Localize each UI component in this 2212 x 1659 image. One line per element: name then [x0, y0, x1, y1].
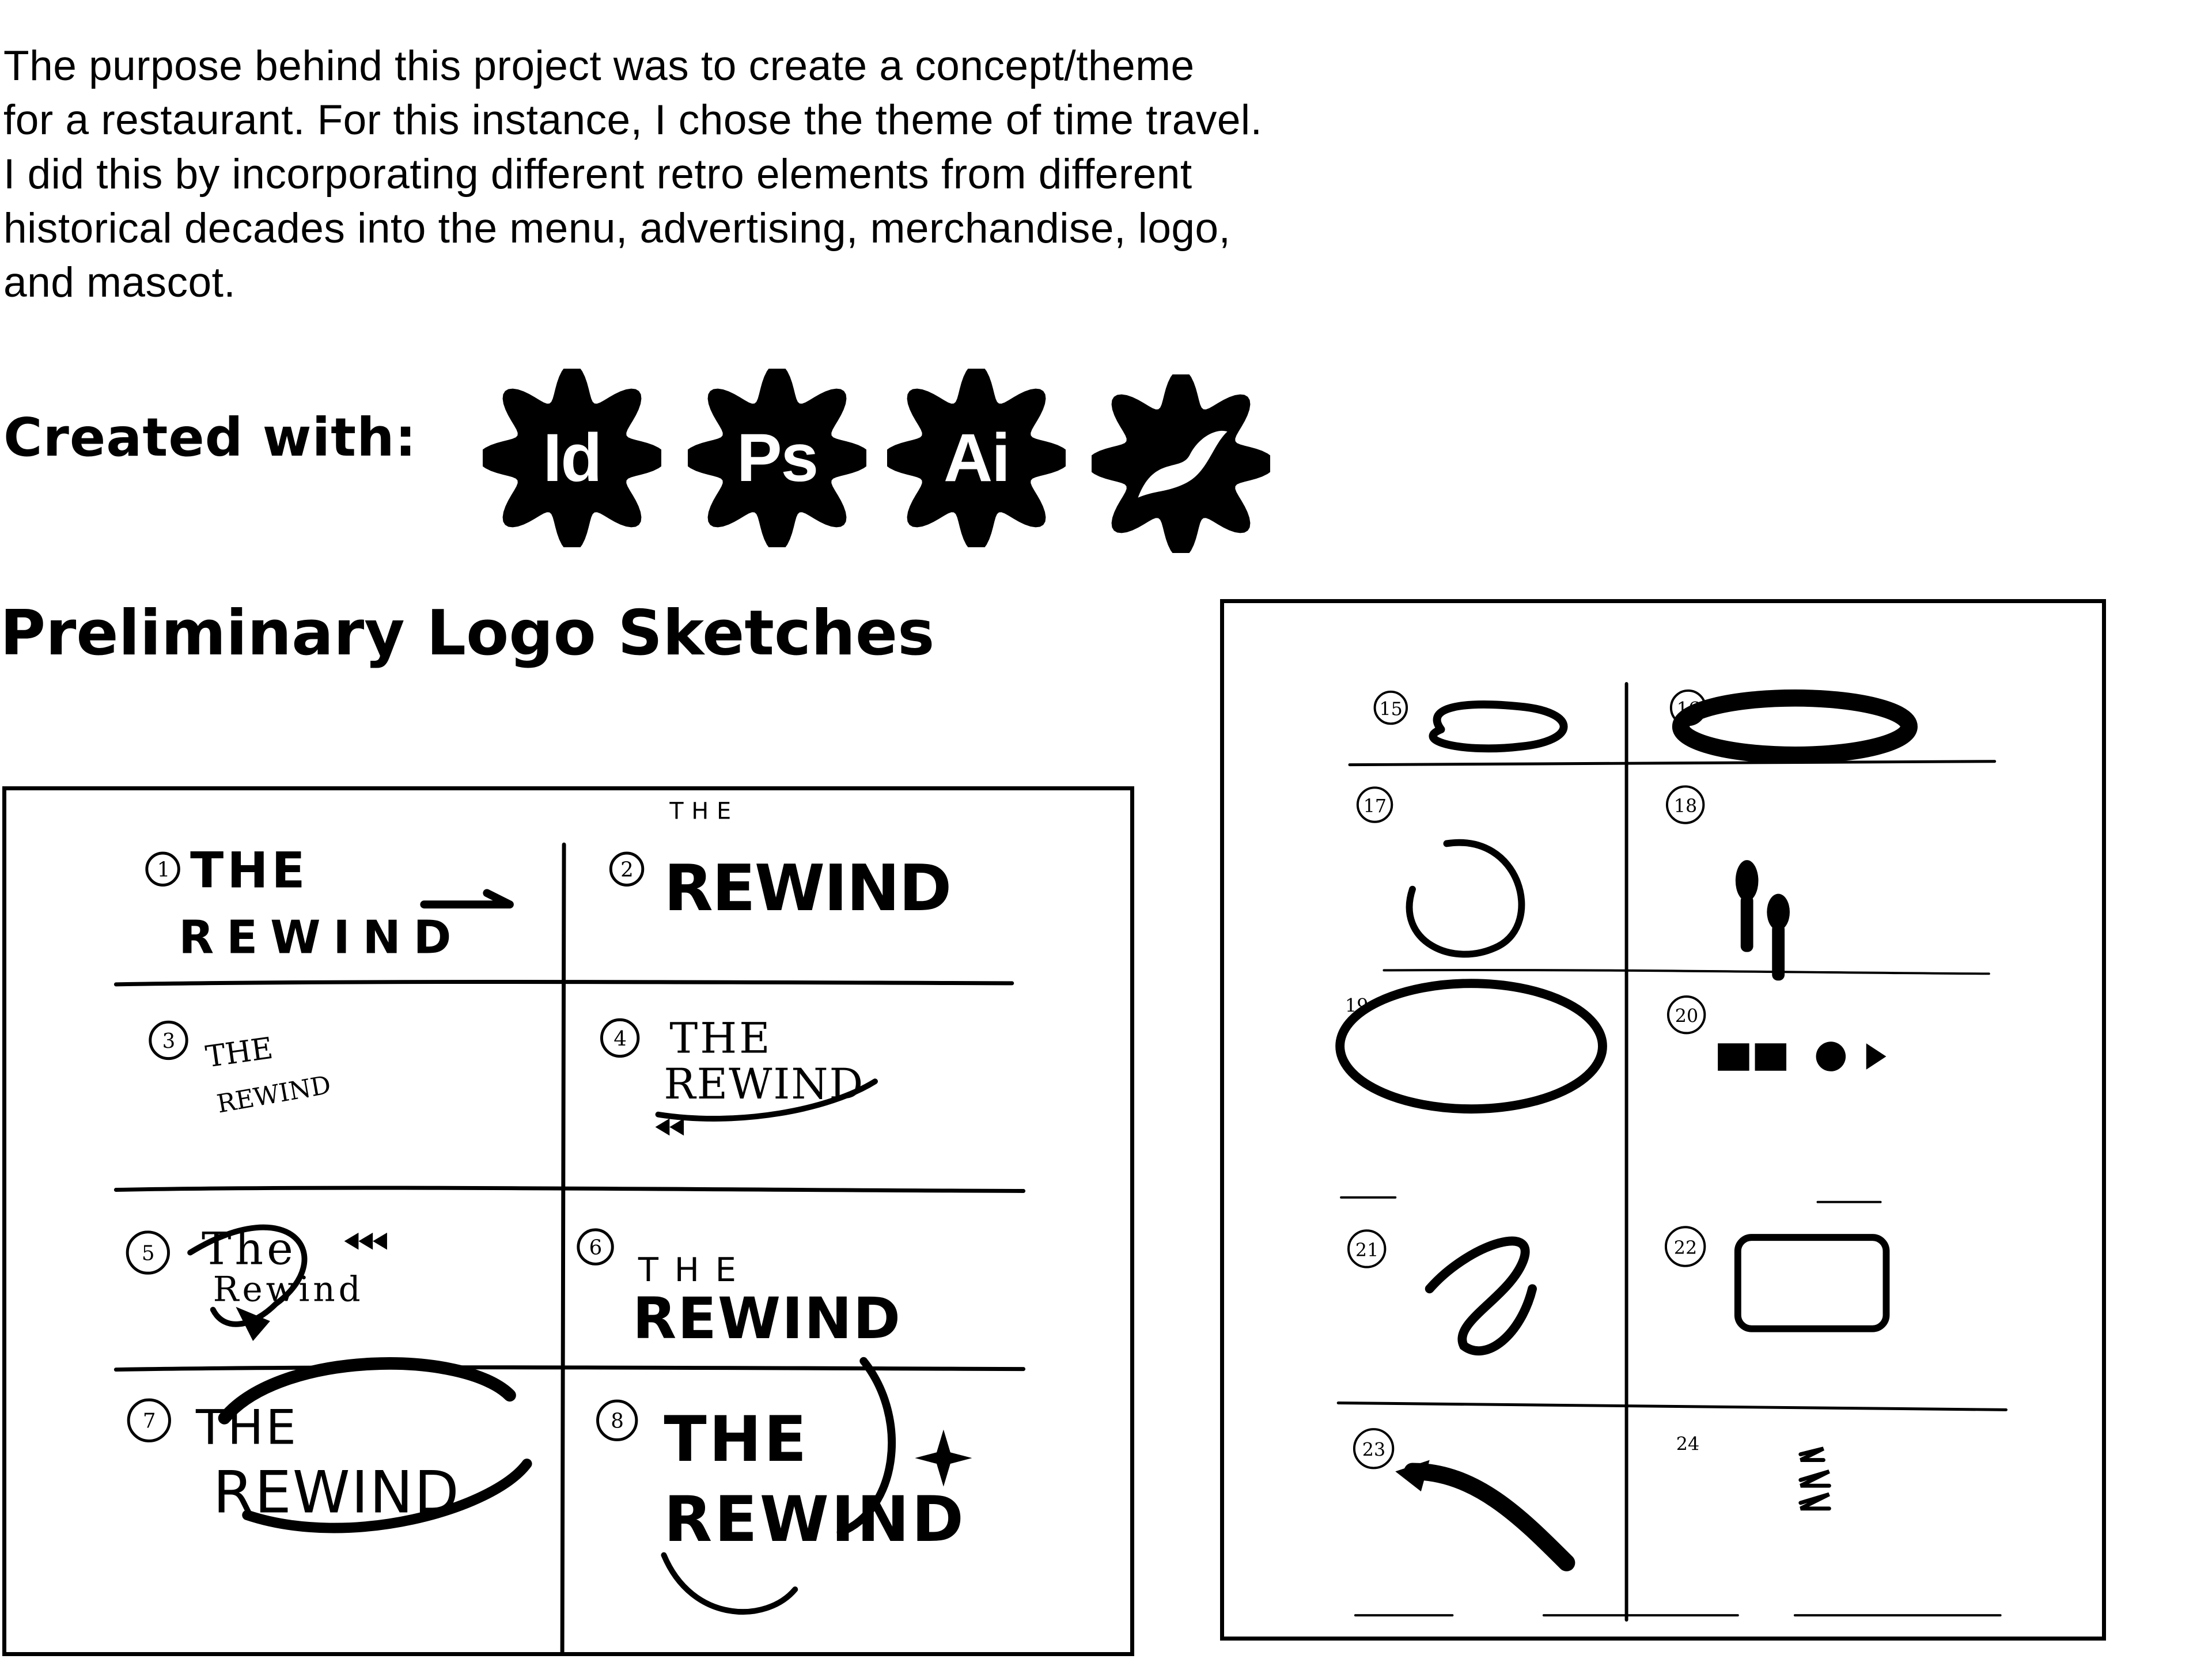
spoon-icon: [1736, 860, 1759, 901]
sketch-number: 3: [162, 1029, 176, 1053]
sketch-text: THE: [669, 798, 739, 825]
sketch-sheet-right: [1224, 603, 2102, 1637]
intro-line: I did this by incorporating different retro elements from different: [3, 151, 1192, 198]
rewind-icon: [344, 1233, 387, 1250]
intro-line: historical decades into the menu, advertising, merchandise, logo,: [3, 205, 1231, 252]
indesign-icon: [483, 369, 661, 547]
intro-line: for a restaurant. For this instance, I chose the theme of time travel.: [3, 97, 1263, 143]
sketch-text: REWIND: [179, 910, 464, 964]
sketch-number: 18: [1673, 796, 1698, 817]
intro-paragraph: [3, 39, 1328, 310]
badge-abbr: Id: [543, 420, 601, 496]
sketch-text: REWIND: [664, 1482, 966, 1556]
sketch-divider: [1384, 970, 1988, 974]
fork-icon: [1767, 894, 1790, 930]
photoshop-icon: [688, 369, 866, 547]
sketch-text: THE: [196, 1399, 298, 1456]
section-title: Preliminary Logo Sketches: [0, 597, 935, 669]
record-button-icon: [1816, 1041, 1846, 1071]
rewind-icon: [656, 1119, 684, 1136]
intro-line: The purpose behind this project was to create a concept/theme: [3, 43, 1195, 89]
sketch-number: 7: [142, 1409, 156, 1433]
oval-ring-icon: [1340, 983, 1603, 1109]
sketch-number: 4: [613, 1027, 627, 1051]
loop-arrows-icon: [1738, 1237, 1887, 1329]
wave-marks-icon: [1801, 1449, 1830, 1509]
badge-abbr: Ai: [944, 420, 1009, 496]
sketch-flourish-1: [424, 893, 510, 904]
sketch-number: 2: [620, 858, 634, 882]
swirl-icon: [1430, 1241, 1532, 1351]
sketch-text: The: [201, 1223, 297, 1275]
play-button-icon: [1866, 1043, 1887, 1070]
sketch-number: 21: [1355, 1240, 1379, 1261]
curved-arrow-icon: [1412, 1471, 1567, 1563]
sketch-number: 19: [1345, 995, 1369, 1017]
logo-sketches-panel-left: [2, 786, 1134, 1656]
fresco-icon: [1092, 374, 1270, 553]
sketch-number: 1: [157, 858, 171, 882]
rewind-controls-icon: [1718, 1043, 1749, 1071]
sketch-number: 6: [589, 1236, 603, 1260]
sketch-text: THE: [669, 1014, 772, 1063]
sketch-number: 17: [1363, 796, 1387, 817]
sketch-divider: [1338, 1403, 2006, 1410]
circle-arrow-icon: [1410, 843, 1522, 955]
sketch-text: REWIND: [632, 1286, 902, 1353]
sketch-text: REWIND: [214, 1070, 334, 1119]
badge-abbr: Ps: [736, 420, 818, 496]
sketch-number: 15: [1379, 699, 1403, 720]
sketch-divider: [1341, 1198, 1880, 1202]
sketch-text: THE: [203, 1031, 275, 1075]
spoon-icon: [1741, 895, 1753, 952]
sketch-divider: [1350, 762, 1995, 765]
sketch-divider: [116, 1188, 1023, 1191]
intro-line: and mascot.: [3, 259, 236, 306]
sparkle-icon: [915, 1430, 972, 1487]
logo-sketches-panel-right: [1220, 599, 2106, 1641]
created-with-label: Created with:: [3, 407, 417, 468]
sketch-divider: [562, 844, 564, 1652]
sketch-text: REWIND: [213, 1458, 460, 1527]
sketch-number: 22: [1673, 1237, 1698, 1259]
rewind-controls-icon: [1755, 1043, 1786, 1071]
sketch-text: THE: [190, 842, 309, 900]
sketch-arrow-8: [664, 1555, 795, 1612]
sketch-text: REWIND: [664, 1059, 865, 1109]
sketch-divider: [116, 1368, 1023, 1370]
sketch-number: 24: [1676, 1434, 1700, 1455]
sketch-number: 5: [141, 1241, 155, 1266]
illustrator-icon: [887, 369, 1066, 547]
record-disc-icon: [1681, 698, 1909, 755]
sketch-text: Rewind: [213, 1270, 364, 1310]
badge-shape: [1092, 374, 1270, 553]
sketch-text: REWIND: [664, 851, 951, 926]
sketch-number: 16: [1676, 699, 1700, 720]
sketch-number: 8: [611, 1409, 624, 1433]
sketch-text: THE: [664, 1403, 809, 1476]
sketch-sheet-left: [6, 790, 1130, 1652]
spiral-swoosh-icon: [1433, 704, 1563, 748]
sketch-number: 23: [1362, 1440, 1386, 1461]
fork-icon: [1772, 923, 1785, 980]
sketch-text: THE: [638, 1251, 752, 1290]
sketch-number: 20: [1675, 1006, 1699, 1027]
